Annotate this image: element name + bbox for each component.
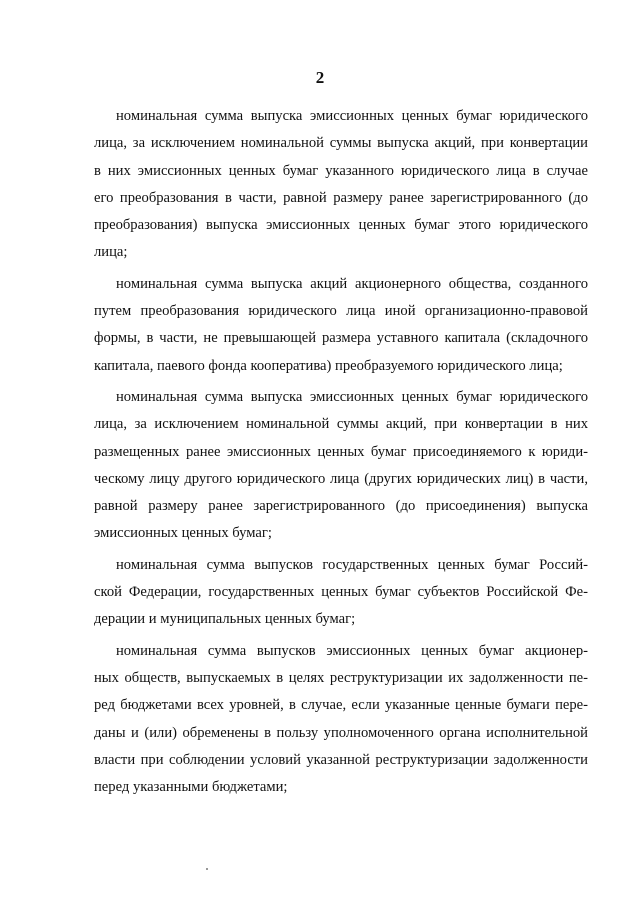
text-line: его преобразования в части, равной размеру ранее зарегистрированного (до	[94, 189, 588, 206]
scan-speck	[206, 868, 208, 870]
text-line: ческому лицу другого юридического лица (других юридических лиц) в части,	[94, 470, 588, 487]
text-line: дерации и муниципальных ценных бумаг;	[94, 611, 356, 628]
text-line: номинальная сумма выпусков эмиссионных ценных бумаг акционер-	[116, 642, 588, 659]
text-line: в них эмиссионных ценных бумаг указанного юридического лица в случае	[94, 162, 588, 179]
text-line: путем преобразования юридического лица иной организационно-правовой	[94, 303, 588, 320]
text-line: эмиссионных ценных бумаг;	[94, 525, 272, 542]
text-line: размещенных ранее эмиссионных ценных бумаг присоединяемого к юриди-	[94, 443, 588, 460]
text-line: капитала, паевого фонда кооператива) преобразуемого юридического лица;	[94, 357, 563, 374]
text-line: равной размеру ранее зарегистрированного (до присоединения) выпуска	[94, 498, 588, 515]
text-line: даны и (или) обременены в пользу уполномоченного органа исполнительной	[94, 724, 588, 741]
paragraph-3	[94, 384, 588, 548]
text-line: номинальная сумма выпуска эмиссионных ценных бумаг юридического	[116, 388, 588, 405]
text-line: ред бюджетами всех уровней, в случае, если указанные ценные бумаги пере-	[94, 697, 588, 714]
text-line: номинальная сумма выпуска эмиссионных ценных бумаг юридического	[116, 108, 588, 124]
document-body	[94, 103, 588, 801]
paragraph-1	[94, 103, 588, 267]
text-line: ской Федерации, государственных ценных бумаг субъектов Российской Фе-	[94, 584, 588, 601]
text-line: номинальная сумма выпуска акций акционерного общества, созданного	[116, 275, 588, 292]
text-line: формы, в части, не превышающей размера уставного капитала (складочного	[94, 330, 588, 347]
paragraph-4	[94, 552, 588, 634]
paragraph-5	[94, 638, 588, 802]
text-line: лица, за исключением номинальной суммы акций, при конвертации в них	[94, 416, 588, 433]
paragraph-2	[94, 271, 588, 380]
text-line: лица, за исключением номинальной суммы выпуска акций, при конвертации	[94, 135, 588, 152]
text-line: преобразования) выпуска эмиссионных ценных бумаг этого юридического	[94, 217, 588, 234]
text-line: ных обществ, выпускаемых в целях реструктуризации их задолженности пе-	[94, 669, 588, 686]
text-line: перед указанными бюджетами;	[94, 779, 288, 796]
text-line: номинальная сумма выпусков государственных ценных бумаг Россий-	[116, 556, 588, 573]
text-line: власти при соблюдении условий указанной реструктуризации задолженности	[94, 751, 588, 768]
text-line: лица;	[94, 244, 128, 261]
page-number: 2	[315, 68, 325, 87]
